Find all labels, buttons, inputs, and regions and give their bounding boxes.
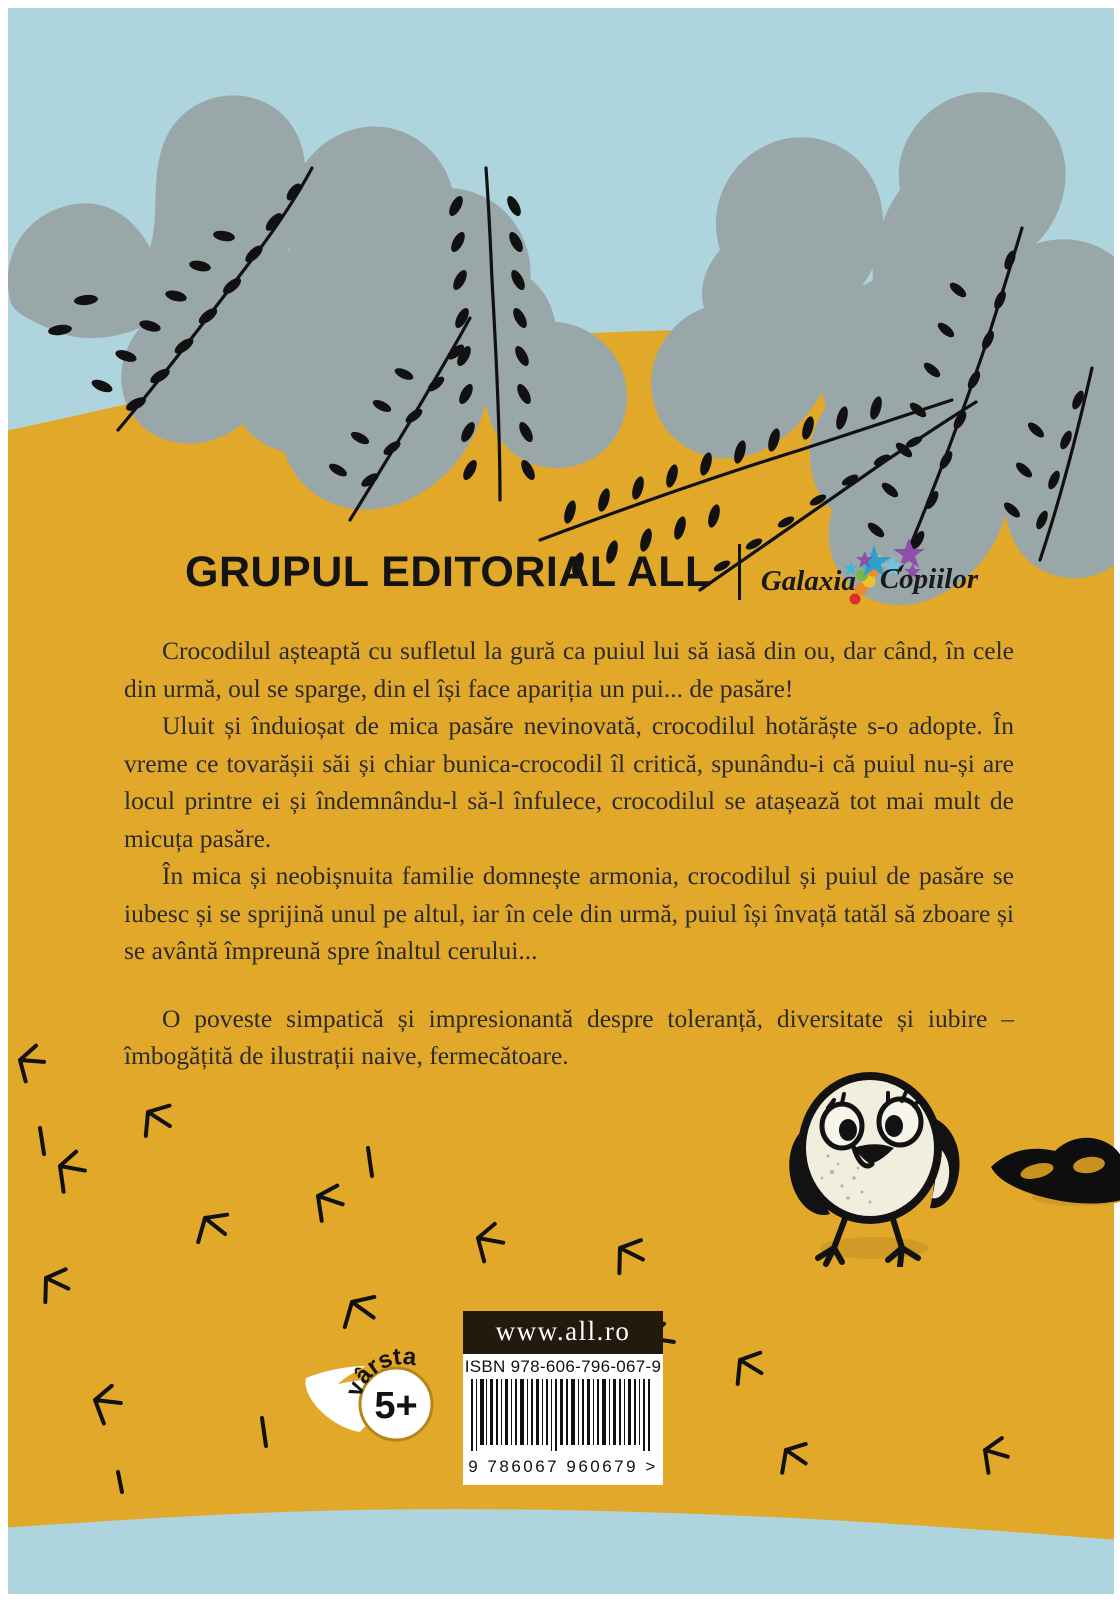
blurb-paragraph-3: În mica și neobișnuita familie domnește armonia, crocodilul și puiul de pasăre se iubesc și se sprijină unul pe altul, iar în cele din urmă, puiul își învață tatăl să zboare și se avântă împreună spre înaltul cerului... (124, 861, 1014, 965)
website-band (463, 1311, 663, 1354)
isbn-text: ISBN 978-606-796-067-9 (464, 1357, 662, 1376)
publisher-name: GRUPUL EDITORIAL ALL (185, 547, 712, 596)
ean-barcode (469, 1379, 657, 1451)
barcode-block (463, 1311, 663, 1485)
crocodile-snout-illustration (985, 1115, 1120, 1210)
age-badge-value: 5+ (374, 1385, 418, 1427)
page-margin-bottom (0, 1594, 1120, 1600)
fern-foliage-illustration (0, 0, 1120, 620)
age-badge-label: vârsta (340, 1342, 418, 1401)
blurb-text (124, 632, 1014, 1075)
age-rating-badge (300, 1292, 452, 1452)
page-margin-top (0, 0, 1120, 8)
website-url: www.all.ro (495, 1316, 631, 1346)
imprint-logo-galaxia-copiilor (761, 537, 996, 607)
publisher-row (185, 537, 996, 607)
publisher-divider (738, 544, 741, 600)
blurb-paragraph-2: Uluit și înduioșat de mica pasăre nevinovată, crocodilul hotărăște s-o adopte. În vreme ce tovarășii săi și chiar bunica-crocodil îl critică, spunându-i că puiul nu-și are locul printre ei și îndemnându-l să-l înfulece, crocodilul se atașează tot mai mult de micuța pasăre. (124, 711, 1014, 853)
blurb-paragraph-1: Crocodilul așteaptă cu sufletul la gură ca puiul lui să iasă din ou, dar când, în cele din urmă, oul se sparge, din el își face apariția un pui... de pasăre! (124, 636, 1014, 703)
imprint-word-galaxia: Galaxia (760, 565, 856, 597)
blurb-paragraph-4: O poveste simpatică și impresionantă despre toleranță, diversitate și iubire – îmbogățită de ilustrații naive, fermecătoare. (124, 1003, 1014, 1070)
isbn-area (463, 1354, 663, 1485)
barcode-digits: 9 786067 960679 > (463, 1456, 663, 1481)
bird-chick-illustration (762, 1052, 972, 1267)
imprint-word-copiilor: Copiilor (879, 563, 979, 595)
